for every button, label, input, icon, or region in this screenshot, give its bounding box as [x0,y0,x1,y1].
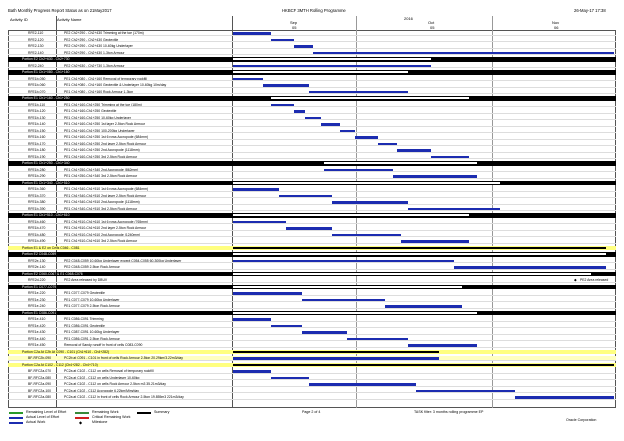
row-gridline [8,262,616,263]
legend [9,410,209,432]
activity-row[interactable] [8,239,616,244]
activity-id: RFE1b-280 [28,167,46,172]
row-gridline [8,191,616,192]
row-gridline [8,145,616,146]
legend-remaining-effort: Remaining Level of Effort [26,410,67,414]
activity-row[interactable] [8,382,616,387]
activity-name: PE2 C048-C059 2-5ton Rock Armour [64,265,120,269]
wbs-band-row[interactable] [8,311,616,316]
gantt-bar[interactable] [454,266,606,268]
legend-swatch-remaining-effort [9,412,23,414]
wbs-label: Portion E2 C060-C067 & E1 C068-C076 [22,271,83,276]
activity-id: RFE1b-140 [28,122,46,126]
activity-name: PE1 Ch1+080 - Ch1+160 Rock Armour 1-3ton [64,89,134,94]
activity-id: RFE2-240 [28,63,44,68]
summary-bar [233,312,477,314]
activity-row[interactable] [8,298,616,303]
activity-name: PE2 Ch2+290 - Ch2+430 Trimming at the toe (170m) [64,31,144,35]
wbs-band-row[interactable] [8,285,616,290]
activity-name: PE1 Ch1+340-Ch1+510 3rd 2-5ton Rock Armour [64,206,138,211]
gantt-bar[interactable] [271,325,301,327]
activity-name: PE1 C077-C079 10-60kg Underlayer [64,297,120,302]
row-gridline [8,308,616,309]
gantt-bar[interactable] [408,208,499,210]
activity-row[interactable] [8,369,616,374]
wbs-band-row[interactable] [8,161,616,166]
activity-name: PE1 Ch1+160-Ch1+250 3rd 2-5ton Rock Armour [64,154,138,159]
activity-id: RFE1e-410 [28,317,46,321]
activity-name: PE1 Ch1+250-Ch1+340 3rd 2-5ton Rock Armour [64,174,138,178]
activity-name: PC2a at C102 - C112 on cells Underlayer 10-60kg [64,375,140,380]
wbs-label: Portion E2 C048-C059 [22,252,57,256]
activity-row[interactable] [8,64,616,69]
wbs-label: Portion C2a At C102 - C112 (Ch4+282 - Ch4+710) [22,362,98,367]
wbs-label: Portion C2a At C2b At C090 - C101 (Ch1+610 - Ch4+282) [22,349,110,354]
legend-milestone-icon: ◆ [79,420,83,425]
activity-row[interactable] [8,233,616,238]
row-gridline [8,126,616,127]
gantt-bar[interactable] [233,221,286,223]
activity-id: RFE1b-480 [28,232,46,237]
activity-name: PE1 Ch1+340-Ch1+510 2nd Accropode (1118mm) [64,200,140,204]
activity-id: RFE1b-130 [28,115,46,120]
summary-bar [233,286,462,288]
col-week-2: 05 [430,25,435,30]
activity-row[interactable] [8,38,616,43]
gantt-bar[interactable] [233,78,263,80]
row-gridline [8,334,616,335]
row-gridline [8,87,616,88]
gantt-bar[interactable] [294,45,313,47]
activity-id: RFE1b-050 [28,76,46,81]
row-gridline [8,340,616,341]
milestone-label: PE2 Area released [580,278,609,282]
activity-name: PC2a at C102 - C112 Accropode 6.22km/Mim/day [64,388,139,393]
row-gridline [8,132,616,133]
activity-row[interactable] [8,330,616,335]
milestone-icon[interactable]: ◆ [574,278,577,282]
activity-id: RFE1b-470 [28,226,46,230]
activity-name: PE1 Ch1+510-Ch1+610 3rd 2-5ton Rock Armour [64,239,138,243]
activity-name: PE2 C048-C059 10-60kg Underlayer except C054-C055 60-300kg Underlayer [64,258,182,263]
wbs-band-row[interactable] [8,350,616,355]
wbs-label: Portion E1 C077-C079 [22,284,57,289]
activity-name: PE1 Ch1+340-Ch1+510 2nd layer 2-5ton Rock Armour [64,193,147,198]
gantt-bar[interactable] [385,305,461,307]
summary-bar [233,364,614,366]
wbs-label: Portion E1 Ch1+250 - Ch1+340 [22,161,70,165]
activity-id: RFE1b-070 [28,89,46,94]
activity-id: RFE1b-180 [28,148,46,152]
legend-swatch-summary [137,412,151,414]
activity-id: RFE1e-220 [28,291,46,295]
activity-id: RFE1b-460 [28,219,46,224]
company-name: Oracle Corporation [566,418,597,422]
row-gridline [8,392,616,393]
activity-row[interactable] [8,83,616,88]
row-gridline [8,223,616,224]
gantt-bar[interactable] [271,377,309,379]
gantt-bar[interactable] [233,188,279,190]
activity-row[interactable] [8,44,616,49]
task-filter: TASK filter: 3 months rolling programme EP [414,410,484,414]
activity-name: PE1 C086-C091 Geotextile [64,323,105,328]
wbs-band-row[interactable] [8,213,616,218]
summary-bar [324,162,476,164]
legend-swatch-remaining-work [75,412,89,414]
gantt-bar[interactable] [302,331,348,333]
wbs-label: Portion E1 & E2 on Cells C046 - C081 [22,245,80,250]
activity-row[interactable] [8,317,616,322]
activity-id: BF-RFC2a-090 [28,382,51,386]
activity-id: BF-RFC2b-090 [28,356,51,360]
activity-name: PE1 Ch1+510-Ch1+610 2nd layer 2-5ton Rock Armour [64,226,147,230]
gantt-bar[interactable] [271,39,294,41]
activity-name: PE1 Ch1+160-Ch1+250 2nd Accropode (1118mm) [64,148,140,152]
gantt-bar[interactable] [233,318,271,320]
activity-name: PE1 Ch1+160-Ch1+250 Geotextile [64,109,117,113]
activity-row[interactable] [8,265,616,270]
gantt-bar[interactable] [309,91,408,93]
gantt-bar[interactable] [340,130,355,132]
summary-bar [233,182,500,184]
gantt-bar[interactable] [332,234,401,236]
activity-id: BF-RFC2a-080 [28,375,51,380]
activity-name: PE2 Area released by DBUV [64,278,108,282]
activity-name: PE1 C077-C079 Geotextile [64,291,105,295]
activity-row[interactable] [8,376,616,381]
gantt-bar[interactable] [393,175,477,177]
programme-title: HKBCF 3MTH Rolling Programme [282,8,346,13]
activity-id: RFE1b-390 [28,206,46,211]
gantt-bar[interactable] [233,370,271,372]
activity-id: RFE1b-060 [28,83,46,87]
row-gridline [8,106,616,107]
activity-row[interactable] [8,389,616,394]
row-gridline [8,243,616,244]
gantt-bar[interactable] [279,195,332,197]
row-gridline [8,178,616,179]
column-header [8,16,616,31]
activity-row[interactable] [8,259,616,264]
activity-row[interactable] [8,304,616,309]
col-activity-name[interactable]: Activity Name [57,17,82,22]
activity-row[interactable] [8,122,616,127]
activity-id: RFE2-130 [28,44,44,48]
activity-id: RFE2e-140 [28,265,46,269]
gantt-bar[interactable] [271,104,294,106]
row-gridline [8,158,616,159]
gantt-bar[interactable] [233,260,454,262]
row-gridline [8,327,616,328]
wbs-label: Portion E1 Ch1+510 - Ch1+610 [22,213,70,217]
col-activity-id[interactable]: Activity ID [10,17,28,22]
row-gridline [8,93,616,94]
activity-name: PE1 Ch1+080 - Ch1+160 Geotextile & Underlayer 10-60kg 10m/day [64,83,167,87]
activity-row[interactable] [8,207,616,212]
gantt-bar[interactable] [263,84,309,86]
activity-name: PE1 Ch1+160-Ch1+250 10-60kg Underlayer [64,115,131,120]
activity-id: RFE1b-190 [28,154,46,159]
activity-name: PC2a at C102 - C112 on cells Rock Armour 2-5ton m3 35.21m3/day [64,382,166,386]
col-year: 2016 [404,16,413,21]
activity-row[interactable] [8,129,616,134]
wbs-label: Portion E1 Ch1+160 - Ch1+250 [22,96,70,100]
activity-name: PE1 C086-C091 Trimming [64,317,104,321]
row-gridline [8,171,616,172]
summary-bar [233,351,439,353]
gantt-bar[interactable] [332,201,408,203]
col-month-nov: Nov [552,20,560,25]
activity-id: RFE1e-230 [28,297,46,302]
activity-name: PE1 Ch1+510-Ch1+610 2nd Accropode (1240mm) [64,232,141,237]
legend-milestone: Milestone [92,420,108,424]
activity-row[interactable] [8,337,616,342]
gantt-bar[interactable] [309,383,416,385]
col-month-sep: Sep [290,20,298,25]
wbs-band-row[interactable] [8,57,616,62]
activity-id: RFE1e-450 [28,343,46,347]
wbs-label: Portion E1 C086-C091 [22,310,57,315]
row-gridline [8,301,616,302]
row-gridline [8,236,616,237]
activity-row[interactable] [8,226,616,231]
gantt-bar[interactable] [355,136,378,138]
activity-name: Removal of Sandy runoff in front of cells C083-C090 [64,343,143,347]
gantt-bar[interactable] [515,396,614,398]
activity-name: PE1 Ch1+160-Ch1+250 1st layer 2-5ton Rock Armour [64,122,146,126]
page-number: Page 2 of 4 [302,410,321,414]
row-gridline [8,230,616,231]
gantt-bar[interactable] [416,390,515,392]
wbs-band-row[interactable] [8,96,616,101]
activity-row[interactable] [8,51,616,56]
activity-id: RFE1b-360 [28,187,46,191]
activity-row[interactable] [8,356,616,361]
activity-row[interactable] [8,278,616,283]
gantt-bar[interactable] [233,32,271,34]
activity-row[interactable] [8,148,616,153]
row-gridline [8,152,616,153]
gantt-bar[interactable] [286,227,332,229]
row-gridline [8,210,616,211]
activity-name: PE1 C087-C091 10-60kg Underlayer [64,330,120,334]
legend-summary: Summary [154,410,170,414]
activity-row[interactable] [8,395,616,400]
activity-id: RFE1b-160 [28,135,46,139]
row-gridline [8,282,616,283]
summary-bar [233,253,606,255]
row-gridline [8,48,616,49]
row-gridline [8,67,616,68]
row-gridline [8,295,616,296]
legend-swatch-actual-work [9,422,23,424]
activity-name: PE1 Ch1+250-Ch1+340 2nd Accropode (862mm) [64,167,139,172]
activity-row[interactable] [8,194,616,199]
legend-critical: Critical Remaining Work [92,415,131,419]
activity-id: RFE1b-370 [28,193,46,198]
row-gridline [8,113,616,114]
activity-name: PE2 Ch2+630 - Ch2+730 1-3ton Armour [64,63,125,68]
wbs-band-row[interactable] [8,272,616,277]
report-timestamp: 26-May-17 17:38 [574,8,606,13]
gantt-bar[interactable] [397,149,431,151]
activity-name: PE1 Ch1+160-Ch1+250 Trimming at the toe (180m) [64,102,142,107]
activity-row[interactable] [8,291,616,296]
wbs-label: Portion E1 Ch1+340 - Ch1+510 [22,180,70,185]
row-gridline [8,360,616,361]
gantt-bar[interactable] [313,52,614,54]
activity-row[interactable] [8,174,616,179]
activity-id: RFE1e-440 [28,336,46,341]
legend-swatch-critical [75,417,89,419]
activity-id: RFE1b-290 [28,174,46,178]
wbs-band-row[interactable] [8,252,616,257]
activity-row[interactable] [8,116,616,121]
activity-name: PE1 Ch1+160-Ch1+250 100-200kg Underlayer [64,128,135,133]
activity-row[interactable] [8,31,616,36]
wbs-label: Portion E1 Ch1+080 - Ch1+160 [22,70,70,74]
gantt-bar[interactable] [294,110,305,112]
activity-id: BF-RFC2a-100 [28,388,51,393]
wbs-band-row[interactable] [8,363,616,368]
report-title: Bath Monthly Progress Report Status as on 21May2017 [8,8,112,13]
gantt-bar[interactable] [321,123,340,125]
activity-id: RFE1b-380 [28,200,46,204]
gantt-bar[interactable] [233,292,302,294]
activity-id: BF-RFC2a-080 [28,395,51,399]
row-gridline [8,119,616,120]
summary-bar [233,214,469,216]
activity-id: RFE2-140 [28,50,44,55]
row-gridline [8,269,616,270]
activity-name: PE2 Ch2+290 - Ch2+430 1-3ton Armour [64,50,125,55]
activity-id: RFE1b-150 [28,128,46,133]
activity-id: BF-RFC2a-070 [28,369,51,373]
activity-row[interactable] [8,220,616,225]
summary-bar [233,247,606,249]
gantt-bar[interactable] [324,169,393,171]
activity-id: RFE1e-240 [28,304,46,308]
col-week-1: 05 [292,25,297,30]
summary-bar [233,58,431,60]
gantt-bar[interactable] [408,344,477,346]
row-gridline [8,347,616,348]
legend-swatch-actual-effort [9,417,23,419]
activity-row[interactable] [8,90,616,95]
row-gridline [8,399,616,400]
activity-id: RFE2e-130 [28,258,46,263]
gantt-bar[interactable] [233,65,431,67]
row-gridline [8,379,616,380]
gantt-bar[interactable] [302,299,386,301]
row-gridline [8,54,616,55]
activity-row[interactable] [8,200,616,205]
activity-row[interactable] [8,142,616,147]
row-gridline [8,373,616,374]
wbs-band-row[interactable] [8,246,616,251]
row-gridline [8,204,616,205]
legend-actual-effort: Actual Level of Effort [26,415,60,419]
col-week-3: 06 [554,25,559,30]
activity-id: RFE1e-420 [28,323,46,328]
activity-name: PC2a at C102 - C112 on cells Removal of temporary rockfill [64,369,154,373]
activity-name: PE2 Ch2+290 - Ch2+430 Geotextile [64,37,119,42]
row-gridline [8,321,616,322]
wbs-band-row[interactable] [8,70,616,75]
activity-name: PC2a at C102 - C112 in front of cells Rock Armour 2-5ton 19.855m3 221m3/day [64,395,184,399]
activity-row[interactable] [8,135,616,140]
activity-id: RFE2d-220 [28,278,46,282]
gantt-bar[interactable] [431,156,469,158]
wbs-band-row[interactable] [8,181,616,186]
activity-row[interactable] [8,187,616,192]
activity-name: PE1 Ch1+080 - Ch1+160 Removal of temporary rockfill [64,76,147,81]
summary-bar [271,97,469,99]
activity-name: PE1 C077-C079 2-5ton Rock Armour [64,304,120,308]
legend-remaining-work: Remaining Work [92,410,119,414]
gantt-bar[interactable] [347,338,408,340]
col-month-oct: Oct [428,20,435,25]
gantt-bar[interactable] [378,143,397,145]
activity-row[interactable] [8,155,616,160]
activity-id: RFE1b-120 [28,109,46,113]
row-gridline [8,197,616,198]
row-gridline [8,35,616,36]
activity-name: PC2b at C091 - C101 in front of cells Rock Armour 2-5ton 20.29km/3.22m3/day [64,356,183,360]
activity-name: PE1 Ch1+340-Ch1+510 1st 6 rows Accropode (684mm) [64,187,149,191]
activity-row[interactable] [8,324,616,329]
gantt-bar[interactable] [305,117,320,119]
row-gridline [8,139,616,140]
activity-row[interactable] [8,343,616,348]
wbs-label: Portion E2 Ch2+630 - Ch2+730 [22,57,70,61]
activity-row[interactable] [8,168,616,173]
summary-bar [233,71,408,73]
activity-id: RFE1b-110 [28,102,46,107]
activity-row[interactable] [8,103,616,108]
summary-bar [233,273,591,275]
activity-id: RFE1e-430 [28,330,46,334]
activity-id: RFE1b-170 [28,141,46,146]
gantt-bar[interactable] [233,357,439,359]
activity-name: PE1 C086-C091 2-5ton Rock Armour [64,336,120,341]
activity-row[interactable] [8,77,616,82]
gantt-bar[interactable] [401,240,470,242]
row-gridline [8,80,616,81]
row-gridline [8,386,616,387]
activity-name: PE2 Ch2+290 - Ch2+430 10-60kg Underlayer [64,44,133,48]
activity-row[interactable] [8,109,616,114]
activity-id: RFE2-110 [28,31,44,35]
activity-id: RFE1b-490 [28,239,46,243]
activity-name: PE1 Ch1+160-Ch1+250 1st 6 rows Accropode (684mm) [64,135,149,139]
activity-name: PE1 Ch1+160-Ch1+250 2nd layer 2-5ton Rock Armour [64,141,147,146]
activity-id: RFE2-120 [28,37,44,42]
activity-name: PE1 Ch1+510-Ch1+610 1st 6 rows Accropode (765mm) [64,219,149,224]
legend-actual-work: Actual Work [26,420,46,424]
row-gridline [8,41,616,42]
